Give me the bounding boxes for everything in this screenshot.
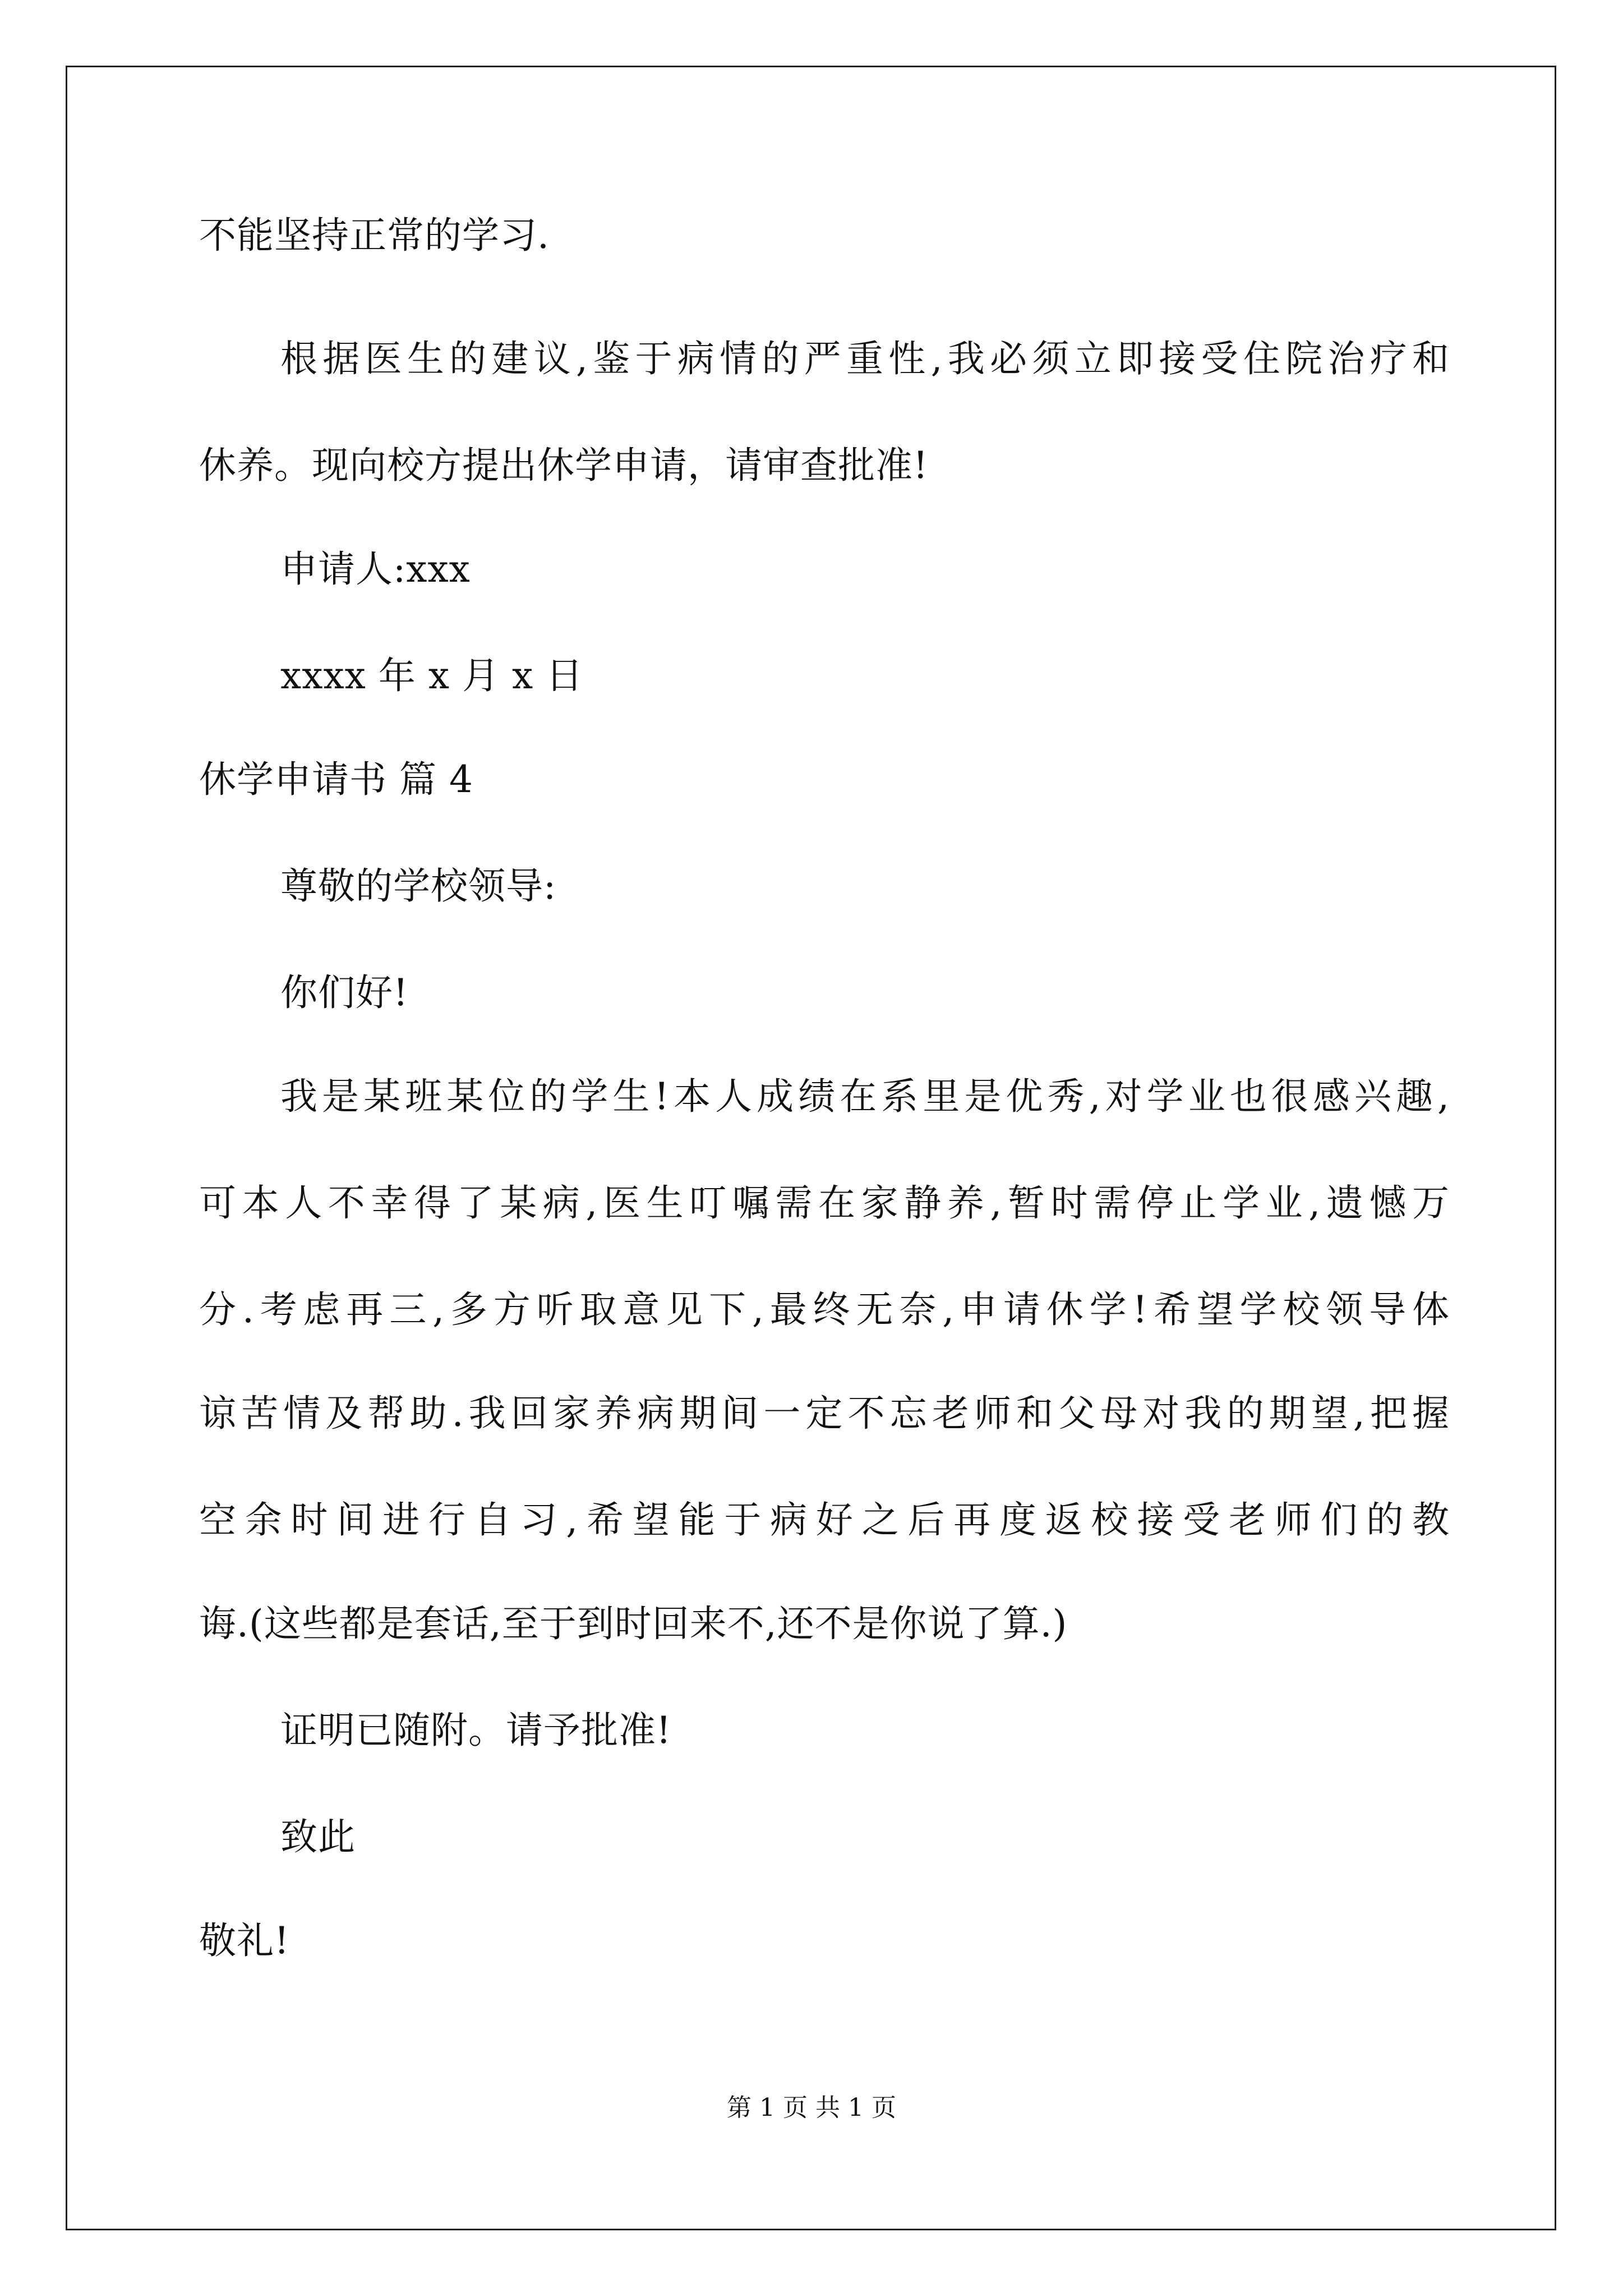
paragraph-line: 休养。现向校方提出休学申请，请审查批准! bbox=[199, 444, 929, 487]
paragraph-line: 我是某班某位的学生!本人成绩在系里是优秀,对学业也很感兴趣, bbox=[280, 1075, 1450, 1118]
greeting: 你们好! bbox=[280, 971, 409, 1014]
closing-salute: 敬礼! bbox=[199, 1919, 290, 1962]
paragraph-line: 分.考虑再三,多方听取意见下,最终无奈,申请休学!希望学校领导体 bbox=[199, 1288, 1450, 1331]
paragraph-line: 诲.(这些都是套话,至于到时回来不,还不是你说了算.) bbox=[199, 1602, 1068, 1645]
paragraph-line: 证明已随附。请予批准! bbox=[280, 1709, 672, 1752]
page-border bbox=[66, 66, 1556, 2230]
paragraph-line: 根据医生的建议,鉴于病情的严重性,我必须立即接受住院治疗和 bbox=[280, 337, 1450, 380]
date-line: xxxx 年 x 月 x 日 bbox=[280, 654, 584, 697]
section-heading: 休学申请书 篇 4 bbox=[199, 758, 473, 801]
salutation: 尊敬的学校领导: bbox=[280, 864, 557, 908]
applicant-line: 申请人:xxx bbox=[280, 547, 471, 591]
page-footer: 第 1 页 共 1 页 bbox=[727, 2093, 896, 2122]
paragraph-line: 空余时间进行自习,希望能于病好之后再度返校接受老师们的教 bbox=[199, 1498, 1450, 1542]
paragraph-line: 可本人不幸得了某病,医生叮嘱需在家静养,暂时需停止学业,遗憾万 bbox=[199, 1181, 1450, 1225]
closing-line: 致此 bbox=[280, 1815, 356, 1858]
paragraph-line: 不能坚持正常的学习. bbox=[199, 214, 550, 257]
paragraph-line: 谅苦情及帮助.我回家养病期间一定不忘老师和父母对我的期望,把握 bbox=[199, 1392, 1450, 1435]
